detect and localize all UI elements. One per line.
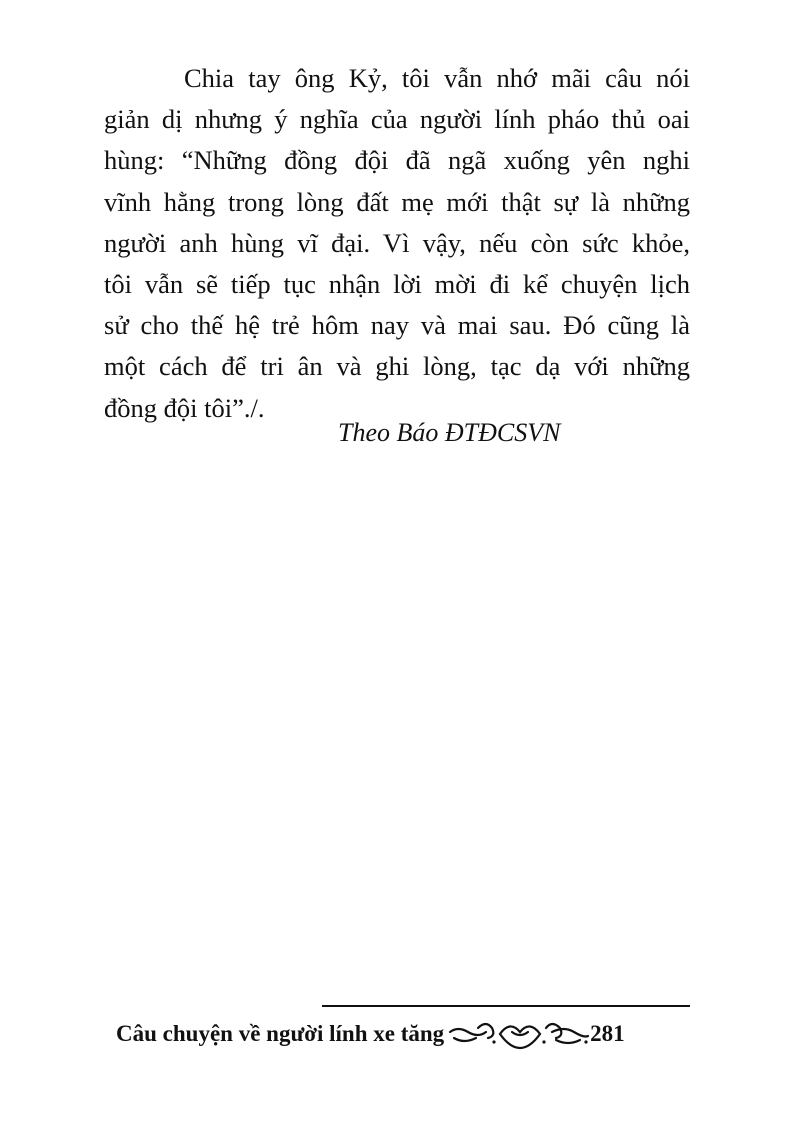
paragraph-line: Chia tay ông Kỷ, tôi vẫn nhớ mãi câu nói	[184, 63, 690, 93]
source-attribution: Theo Báo ĐTĐCSVN	[338, 418, 561, 447]
paragraph-line: hùng: “Những đồng đội đã ngã xuống yên nghi	[104, 145, 690, 176]
scroll-ornament-icon	[448, 1018, 590, 1050]
paragraph-line: người anh hùng vĩ đại. Vì vậy, nếu còn sức khỏe,	[104, 227, 690, 258]
paragraph-line: giản dị nhưng ý nghĩa của người lính pháo thủ oai	[104, 104, 690, 135]
body-paragraph	[104, 58, 690, 429]
page-footer	[116, 1016, 692, 1052]
paragraph-line: một cách để tri ân và ghi lòng, tạc dạ với những	[104, 351, 690, 382]
page-number: 281	[590, 1021, 625, 1046]
paragraph-line: đồng đội tôi”./.	[104, 392, 265, 423]
paragraph-line: sử cho thế hệ trẻ hôm nay và mai sau. Đó cũng là	[104, 310, 690, 341]
footer-divider	[322, 1005, 690, 1007]
footer-book-title: Câu chuyện về người lính xe tăng	[116, 1021, 445, 1046]
paragraph-line: vĩnh hằng trong lòng đất mẹ mới thật sự là những	[104, 186, 690, 217]
paragraph-line: tôi vẫn sẽ tiếp tục nhận lời mời đi kể chuyện lịch	[104, 269, 690, 300]
